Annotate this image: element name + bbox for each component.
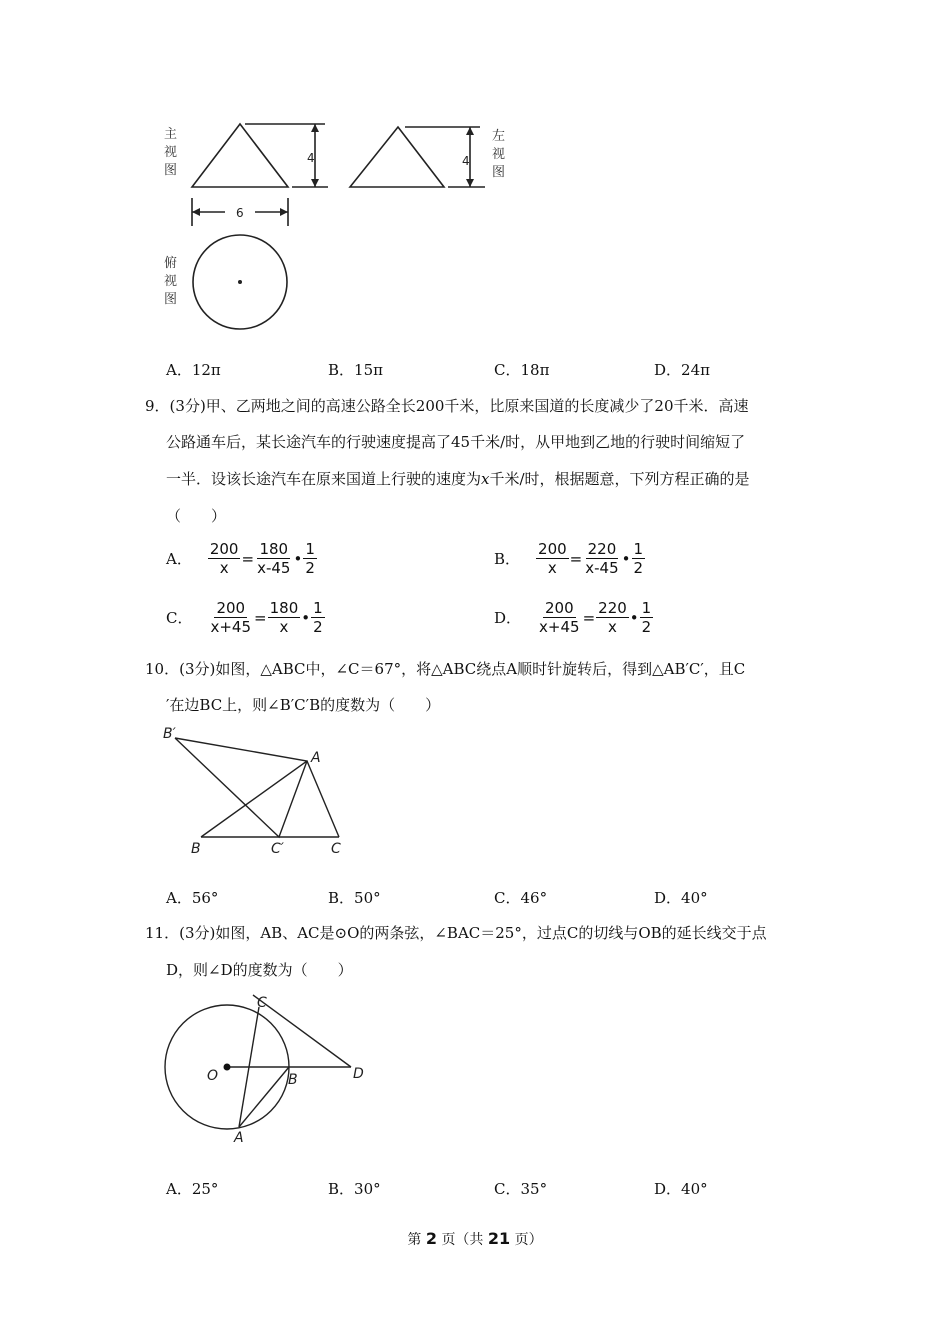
top-view-label-1: 俯 <box>164 256 178 271</box>
q9-option-a: A． $\frac{200}{x}$ = $\frac{180}{x-45}$ • $\frac{1}{2}$ <box>166 540 315 577</box>
label-b-prime: B′ <box>163 726 176 742</box>
label-o: O <box>207 1068 219 1084</box>
q10-text-line2: ′在边BC上，则∠B′C′B的度数为（ ） <box>166 696 441 714</box>
page-footer: 第 2 页（共 21 页） <box>407 1229 543 1248</box>
total-page-number: 21 <box>487 1229 511 1248</box>
q10-option-a: A．56° <box>166 889 219 907</box>
q10-option-c: C．46° <box>494 889 548 907</box>
q11-option-d: D．40° <box>654 1180 708 1198</box>
current-page-number: 2 <box>425 1229 437 1248</box>
q9-option-d: D． $\frac{200}{x+45}$ = $\frac{220}{x}$ • $\frac{1}{2}$ <box>494 599 652 636</box>
label-d: D <box>353 1066 364 1082</box>
label-c-prime: C′ <box>271 841 284 857</box>
label-b: B <box>288 1072 298 1088</box>
side-view-label-3: 图 <box>492 165 506 180</box>
label-b: B <box>191 841 201 857</box>
top-view-label-2: 视 <box>164 274 178 289</box>
q11-option-b: B．30° <box>328 1180 381 1198</box>
front-view-label-2: 视 <box>164 145 178 160</box>
q11-option-a: A．25° <box>166 1180 219 1198</box>
q11-circle-figure <box>155 985 385 1150</box>
label-c: C <box>331 841 341 857</box>
q10-option-d: D．40° <box>654 889 708 907</box>
front-view-label-1: 主 <box>164 127 178 142</box>
front-view-triangle <box>192 124 288 187</box>
q11-option-c: C．35° <box>494 1180 548 1198</box>
q9-option-c: C． $\frac{200}{x+45}$ = $\frac{180}{x}$ • $\frac{1}{2}$ <box>166 599 323 636</box>
top-view-label-3: 图 <box>164 292 178 307</box>
q8-option-a: A．12π <box>166 361 221 379</box>
q10-text-line1: 10．(3分)如图，△ABC中，∠C＝67°，将△ABC绕点A顺时针旋转后，得到△AB′C′，且C <box>145 660 746 678</box>
q8-option-d: D．24π <box>654 361 710 379</box>
q8-three-view-figure <box>150 110 530 340</box>
q9-text-line2: 公路通车后，某长途汽车的行驶速度提高了45千米/时，从甲地到乙地的行驶时间缩短了 <box>166 433 746 451</box>
q11-text-line2: D，则∠D的度数为（ ） <box>166 961 353 979</box>
q8-option-b: B．15π <box>328 361 383 379</box>
q8-option-c: C．18π <box>494 361 550 379</box>
q10-rotation-figure <box>155 720 365 860</box>
side-view-label-2: 视 <box>492 147 506 162</box>
label-a: A <box>234 1130 244 1146</box>
q9-text-line3: 一半．设该长途汽车在原来国道上行驶的速度为x千米/时，根据题意，下列方程正确的是 <box>166 470 750 488</box>
q11-text-line1: 11．(3分)如图，AB、AC是⊙O的两条弦，∠BAC＝25°，过点C的切线与OB的延长线交于点 <box>145 924 767 942</box>
front-view-label-3: 图 <box>164 163 178 178</box>
front-height-label: 4 <box>307 151 315 165</box>
q10-option-b: B．50° <box>328 889 381 907</box>
side-view-triangle <box>350 127 444 187</box>
q9-option-b: B． $\frac{200}{x}$ = $\frac{220}{x-45}$ • $\frac{1}{2}$ <box>494 540 644 577</box>
label-a: A <box>311 750 321 766</box>
q9-text-line4: （ ） <box>166 507 227 525</box>
side-view-label-1: 左 <box>492 129 506 144</box>
label-c: C <box>257 995 267 1011</box>
q9-text-line1: 9．(3分)甲、乙两地之间的高速公路全长200千米，比原来国道的长度减少了20千米．高速 <box>145 397 749 415</box>
top-width-label: 6 <box>236 206 244 220</box>
side-height-label: 4 <box>462 154 470 168</box>
